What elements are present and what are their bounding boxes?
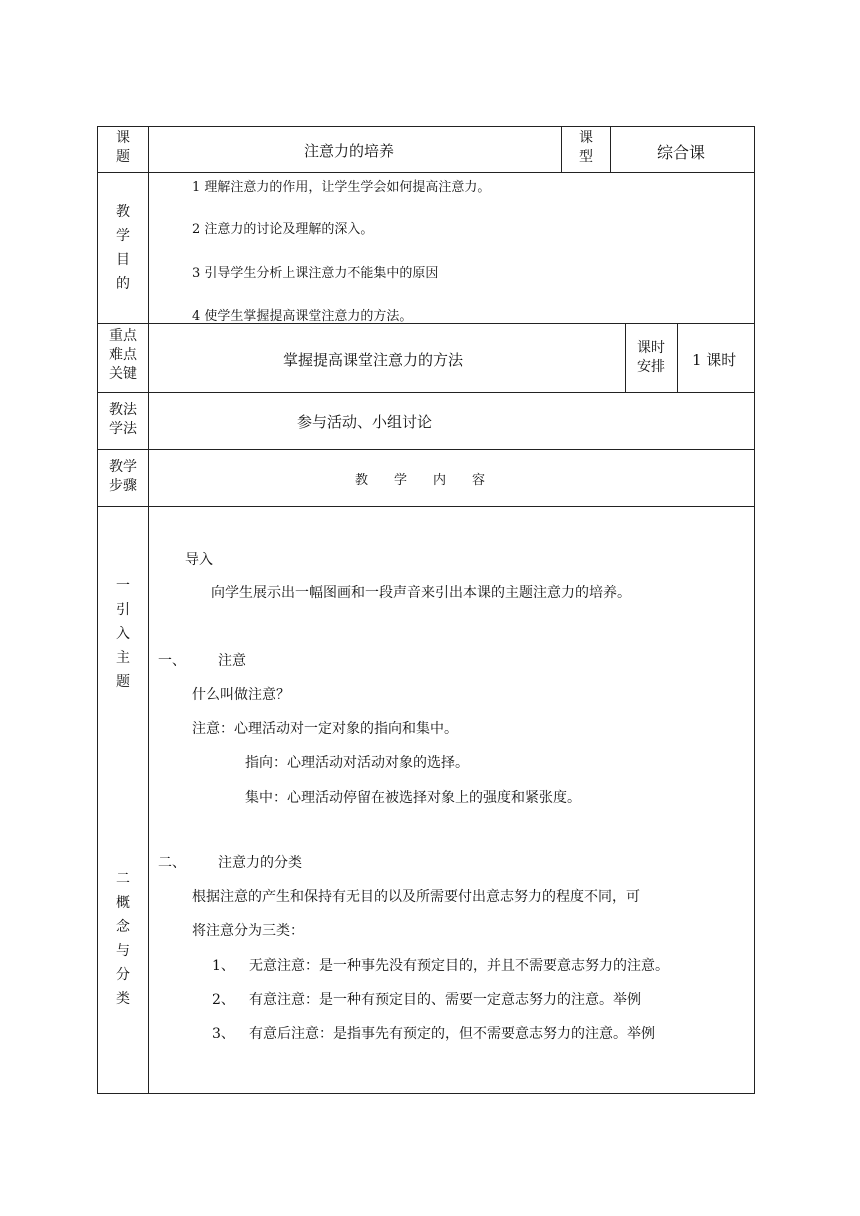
methods-value: 参与活动、小组讨论	[297, 413, 433, 431]
hours-value: 1 课时	[692, 351, 737, 369]
lesson-topic: 注意力的培养	[304, 142, 395, 160]
objective-item: 3 引导学生分析上课注意力不能集中的原因	[192, 266, 439, 281]
col-divider	[677, 323, 678, 392]
steps-label: 教学步骤	[109, 459, 137, 494]
section1-concentration: 集中：心理活动停留在被选择对象上的强度和紧张度。	[245, 790, 581, 806]
col-divider	[610, 126, 611, 172]
list-item-number: 1、	[212, 958, 235, 974]
col-divider	[561, 126, 562, 172]
topic-label: 课题	[116, 130, 130, 165]
list-item: 有意后注意：是指事先有预定的，但不需要意志努力的注意。举例	[249, 1026, 655, 1042]
content-header: 教 学 内 容	[355, 473, 486, 488]
row-divider	[97, 506, 755, 507]
lesson-type: 综合课	[657, 143, 706, 162]
objective-item: 1 理解注意力的作用，让学生学会如何提高注意力。	[192, 180, 491, 195]
intro-text: 向学生展示出一幅图画和一段声音来引出本课的主题注意力的培养。	[211, 585, 631, 601]
objective-item: 2 注意力的讨论及理解的深入。	[192, 222, 374, 237]
section1-title: 注意	[218, 653, 246, 669]
lesson-type-label: 课型	[579, 130, 593, 165]
section1-definition: 注意：心理活动对一定对象的指向和集中。	[192, 721, 458, 737]
section1-question: 什么叫做注意？	[192, 687, 290, 703]
part1-label: 一引入主题	[116, 578, 130, 690]
objective-item: 4 使学生掌握提高课堂注意力的方法。	[192, 309, 413, 324]
list-item-number: 2、	[212, 992, 235, 1008]
focus-value: 掌握提高课堂注意力的方法	[283, 351, 464, 369]
objectives-label: 教学目的	[116, 204, 130, 292]
row-divider	[97, 172, 755, 173]
section2-title: 注意力的分类	[218, 855, 302, 871]
section1-direction: 指向：心理活动对活动对象的选择。	[245, 755, 469, 771]
methods-label: 教法学法	[109, 402, 137, 437]
col-divider	[625, 323, 626, 392]
row-divider	[97, 449, 755, 450]
intro-title: 导入	[185, 552, 213, 568]
list-item: 有意注意：是一种有预定目的、需要一定意志努力的注意。举例	[249, 992, 641, 1008]
list-item-number: 3、	[212, 1026, 235, 1042]
hours-label: 课时安排	[637, 340, 665, 375]
row-divider	[97, 392, 755, 393]
section2-number: 二、	[158, 855, 186, 871]
list-item: 无意注意：是一种事先没有预定目的，并且不需要意志努力的注意。	[249, 958, 669, 974]
focus-label: 重点难点关键	[109, 328, 137, 382]
section2-paragraph: 将注意分为三类：	[192, 923, 304, 939]
part2-label: 二概念与分类	[116, 871, 130, 1007]
col-divider	[148, 126, 149, 1094]
section1-number: 一、	[158, 653, 186, 669]
section2-paragraph: 根据注意的产生和保持有无目的以及所需要付出意志努力的程度不同，可	[192, 889, 640, 905]
